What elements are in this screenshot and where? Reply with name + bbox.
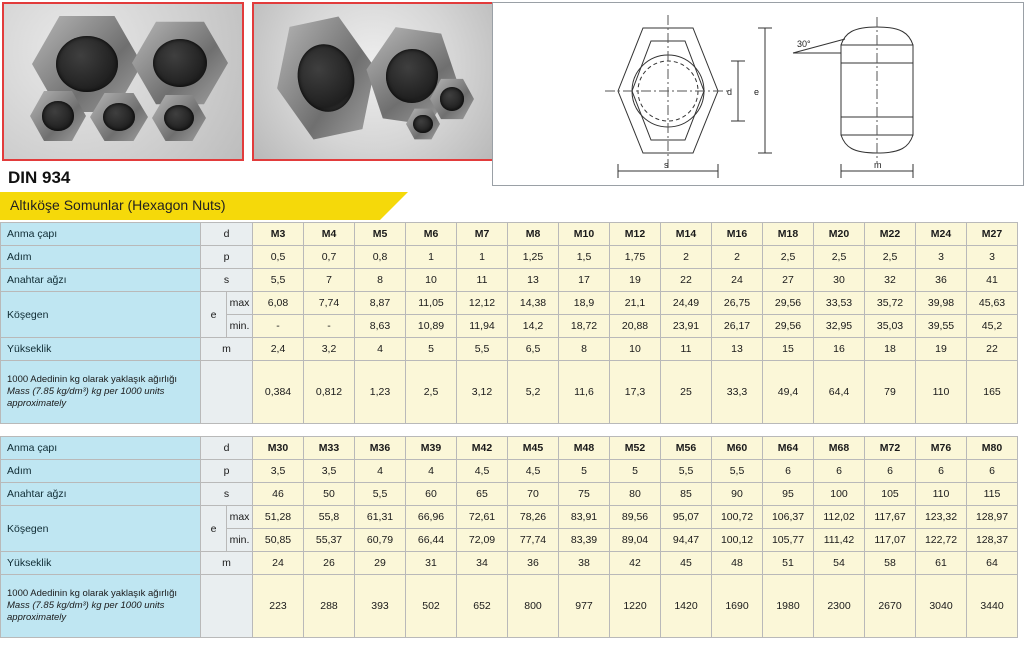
row-symbol-min: min.	[227, 315, 253, 338]
row-label-diagonal: Köşegen	[1, 292, 201, 338]
cell-diagonal-max: 89,56	[610, 506, 661, 529]
cell-mass: 2300	[814, 575, 865, 638]
cell-across-flats: 105	[865, 483, 916, 506]
cell-diagonal-max: 55,8	[304, 506, 355, 529]
image-strip	[0, 0, 1024, 200]
table-row	[1, 361, 1018, 424]
mass-label-en: Mass (7.85 kg/dm³) kg per 1000 units approximately	[7, 386, 165, 409]
cell-diagonal-min: 18,72	[559, 315, 610, 338]
row-symbol-m: m	[201, 338, 253, 361]
cell-pitch: 6	[763, 460, 814, 483]
cell-diagonal-min: 100,12	[712, 529, 763, 552]
cell-across-flats: 8	[355, 269, 406, 292]
cell-diagonal-max: 51,28	[253, 506, 304, 529]
size-header: M56	[661, 437, 712, 460]
size-header: M7	[457, 223, 508, 246]
cell-height: 38	[559, 552, 610, 575]
size-header: M5	[355, 223, 406, 246]
cell-diagonal-max: 35,72	[865, 292, 916, 315]
cell-diagonal-max: 117,67	[865, 506, 916, 529]
cell-pitch: 1	[406, 246, 457, 269]
size-header: M80	[967, 437, 1018, 460]
cell-height: 5	[406, 338, 457, 361]
row-label-pitch: Adım	[1, 460, 201, 483]
row-label-pitch: Adım	[1, 246, 201, 269]
cell-across-flats: 70	[508, 483, 559, 506]
cell-across-flats: 90	[712, 483, 763, 506]
cell-mass: 11,6	[559, 361, 610, 424]
cell-height: 45	[661, 552, 712, 575]
cell-pitch: 0,5	[253, 246, 304, 269]
cell-pitch: 2,5	[814, 246, 865, 269]
cell-diagonal-min: -	[304, 315, 355, 338]
cell-diagonal-min: 32,95	[814, 315, 865, 338]
cell-height: 29	[355, 552, 406, 575]
cell-diagonal-min: 83,39	[559, 529, 610, 552]
cell-pitch: 3,5	[304, 460, 355, 483]
row-symbol-max: max	[227, 506, 253, 529]
cell-pitch: 5	[610, 460, 661, 483]
row-symbol-e: e	[201, 292, 227, 338]
cell-across-flats: 100	[814, 483, 865, 506]
cell-pitch: 6	[814, 460, 865, 483]
table-row	[1, 246, 1018, 269]
cell-diagonal-min: 66,44	[406, 529, 457, 552]
cell-diagonal-max: 83,91	[559, 506, 610, 529]
cell-diagonal-min: 23,91	[661, 315, 712, 338]
cell-height: 10	[610, 338, 661, 361]
size-header: M22	[865, 223, 916, 246]
spec-table-metric-small	[0, 222, 1018, 424]
cell-across-flats: 50	[304, 483, 355, 506]
cell-diagonal-min: 8,63	[355, 315, 406, 338]
drawing-svg	[493, 3, 1021, 183]
size-header: M68	[814, 437, 865, 460]
row-label-mass	[1, 361, 201, 424]
size-header: M52	[610, 437, 661, 460]
cell-diagonal-max: 24,49	[661, 292, 712, 315]
row-label-nominal: Anma çapı	[1, 437, 201, 460]
cell-height: 42	[610, 552, 661, 575]
cell-across-flats: 80	[610, 483, 661, 506]
cell-mass: 393	[355, 575, 406, 638]
drawing-label-s: s	[664, 160, 669, 170]
cell-across-flats: 36	[916, 269, 967, 292]
cell-pitch: 4,5	[457, 460, 508, 483]
cell-diagonal-max: 6,08	[253, 292, 304, 315]
cell-pitch: 4	[355, 460, 406, 483]
cell-across-flats: 115	[967, 483, 1018, 506]
cell-mass: 25	[661, 361, 712, 424]
cell-mass: 1980	[763, 575, 814, 638]
cell-mass: 17,3	[610, 361, 661, 424]
cell-across-flats: 7	[304, 269, 355, 292]
size-header: M4	[304, 223, 355, 246]
size-header: M12	[610, 223, 661, 246]
cell-mass: 33,3	[712, 361, 763, 424]
cell-diagonal-min: 60,79	[355, 529, 406, 552]
cell-across-flats: 10	[406, 269, 457, 292]
cell-diagonal-max: 8,87	[355, 292, 406, 315]
cell-height: 22	[967, 338, 1018, 361]
cell-pitch: 3	[967, 246, 1018, 269]
row-label-diagonal: Köşegen	[1, 506, 201, 552]
cell-pitch: 5	[559, 460, 610, 483]
cell-diagonal-min: 55,37	[304, 529, 355, 552]
cell-mass: 3,12	[457, 361, 508, 424]
cell-diagonal-max: 106,37	[763, 506, 814, 529]
table-row	[1, 223, 1018, 246]
cell-across-flats: 5,5	[253, 269, 304, 292]
size-header: M30	[253, 437, 304, 460]
cell-across-flats: 17	[559, 269, 610, 292]
cell-across-flats: 41	[967, 269, 1018, 292]
cell-diagonal-max: 128,97	[967, 506, 1018, 529]
cell-height: 34	[457, 552, 508, 575]
cell-diagonal-min: 77,74	[508, 529, 559, 552]
cell-across-flats: 11	[457, 269, 508, 292]
cell-pitch: 4,5	[508, 460, 559, 483]
cell-pitch: 2	[661, 246, 712, 269]
cell-across-flats: 5,5	[355, 483, 406, 506]
size-header: M72	[865, 437, 916, 460]
cell-diagonal-min: 50,85	[253, 529, 304, 552]
size-header: M48	[559, 437, 610, 460]
cell-across-flats: 95	[763, 483, 814, 506]
cell-diagonal-min: 111,42	[814, 529, 865, 552]
cell-mass: 79	[865, 361, 916, 424]
size-header: M10	[559, 223, 610, 246]
row-symbol-min: min.	[227, 529, 253, 552]
table-row	[1, 338, 1018, 361]
table-row	[1, 575, 1018, 638]
row-symbol-s: s	[201, 483, 253, 506]
technical-drawing	[492, 2, 1024, 186]
cell-height: 11	[661, 338, 712, 361]
cell-height: 36	[508, 552, 559, 575]
size-header: M24	[916, 223, 967, 246]
spec-table-metric-large	[0, 436, 1018, 638]
cell-across-flats: 27	[763, 269, 814, 292]
cell-diagonal-max: 14,38	[508, 292, 559, 315]
standard-number: DIN 934	[8, 168, 71, 187]
cell-height: 48	[712, 552, 763, 575]
cell-diagonal-min: 26,17	[712, 315, 763, 338]
cell-pitch: 6	[916, 460, 967, 483]
cell-diagonal-min: 117,07	[865, 529, 916, 552]
cell-height: 26	[304, 552, 355, 575]
cell-pitch: 2,5	[865, 246, 916, 269]
cell-pitch: 2	[712, 246, 763, 269]
cell-height: 15	[763, 338, 814, 361]
size-header: M20	[814, 223, 865, 246]
hex-nuts-photo-2	[252, 2, 494, 161]
table-row	[1, 483, 1018, 506]
cell-mass: 3040	[916, 575, 967, 638]
cell-diagonal-max: 33,53	[814, 292, 865, 315]
cell-diagonal-max: 11,05	[406, 292, 457, 315]
page-title: Altıköşe Somunlar (Hexagon Nuts)	[10, 197, 226, 213]
cell-pitch: 4	[406, 460, 457, 483]
row-symbol-m: m	[201, 552, 253, 575]
cell-diagonal-min: 20,88	[610, 315, 661, 338]
cell-diagonal-min: 14,2	[508, 315, 559, 338]
table-row	[1, 437, 1018, 460]
cell-diagonal-min: 11,94	[457, 315, 508, 338]
cell-mass: 2,5	[406, 361, 457, 424]
cell-mass: 110	[916, 361, 967, 424]
row-label-across-flats: Anahtar ağzı	[1, 483, 201, 506]
row-symbol-mass	[201, 575, 253, 638]
cell-pitch: 3	[916, 246, 967, 269]
row-symbol-s: s	[201, 269, 253, 292]
row-label-height: Yükseklik	[1, 338, 201, 361]
cell-diagonal-max: 100,72	[712, 506, 763, 529]
cell-diagonal-max: 26,75	[712, 292, 763, 315]
cell-diagonal-min: 39,55	[916, 315, 967, 338]
cell-diagonal-max: 95,07	[661, 506, 712, 529]
row-symbol-e: e	[201, 506, 227, 552]
cell-diagonal-max: 12,12	[457, 292, 508, 315]
cell-across-flats: 19	[610, 269, 661, 292]
table-row	[1, 552, 1018, 575]
row-symbol-mass	[201, 361, 253, 424]
cell-pitch: 0,7	[304, 246, 355, 269]
drawing-label-d: d	[727, 87, 733, 97]
cell-across-flats: 60	[406, 483, 457, 506]
row-label-height: Yükseklik	[1, 552, 201, 575]
hex-nut-small-icon-2	[90, 92, 148, 142]
size-header: M16	[712, 223, 763, 246]
cell-across-flats: 46	[253, 483, 304, 506]
cell-pitch: 1,5	[559, 246, 610, 269]
cell-pitch: 6	[865, 460, 916, 483]
row-label-across-flats: Anahtar ağzı	[1, 269, 201, 292]
mass-label-en: Mass (7.85 kg/dm³) kg per 1000 units approximately	[7, 600, 165, 623]
cell-diagonal-max: 61,31	[355, 506, 406, 529]
size-header: M36	[355, 437, 406, 460]
cell-height: 19	[916, 338, 967, 361]
cell-mass: 652	[457, 575, 508, 638]
cell-diagonal-max: 112,02	[814, 506, 865, 529]
drawing-label-m: m	[874, 160, 882, 170]
cell-pitch: 6	[967, 460, 1018, 483]
cell-across-flats: 24	[712, 269, 763, 292]
cell-across-flats: 85	[661, 483, 712, 506]
cell-height: 16	[814, 338, 865, 361]
table-row	[1, 269, 1018, 292]
size-header: M8	[508, 223, 559, 246]
row-symbol-d: d	[201, 437, 253, 460]
cell-pitch: 1	[457, 246, 508, 269]
size-header: M6	[406, 223, 457, 246]
size-header: M39	[406, 437, 457, 460]
cell-diagonal-min: 35,03	[865, 315, 916, 338]
size-header: M42	[457, 437, 508, 460]
cell-height: 54	[814, 552, 865, 575]
drawing-label-e: e	[754, 87, 760, 97]
size-header: M14	[661, 223, 712, 246]
cell-height: 4	[355, 338, 406, 361]
cell-across-flats: 65	[457, 483, 508, 506]
row-symbol-p: p	[201, 246, 253, 269]
cell-diagonal-min: 105,77	[763, 529, 814, 552]
row-symbol-max: max	[227, 292, 253, 315]
cell-mass: 2670	[865, 575, 916, 638]
mass-label-tr: 1000 Adedinin kg olarak yaklaşık ağırlığı	[7, 374, 178, 386]
cell-height: 64	[967, 552, 1018, 575]
cell-across-flats: 75	[559, 483, 610, 506]
cell-height: 51	[763, 552, 814, 575]
cell-diagonal-max: 123,32	[916, 506, 967, 529]
cell-pitch: 2,5	[763, 246, 814, 269]
cell-diagonal-max: 7,74	[304, 292, 355, 315]
cell-diagonal-max: 21,1	[610, 292, 661, 315]
size-header: M45	[508, 437, 559, 460]
cell-across-flats: 32	[865, 269, 916, 292]
cell-height: 5,5	[457, 338, 508, 361]
table-row	[1, 506, 1018, 529]
row-symbol-p: p	[201, 460, 253, 483]
cell-mass: 3440	[967, 575, 1018, 638]
cell-height: 13	[712, 338, 763, 361]
cell-diagonal-max: 66,96	[406, 506, 457, 529]
cell-diagonal-max: 18,9	[559, 292, 610, 315]
mass-label-tr: 1000 Adedinin kg olarak yaklaşık ağırlığı	[7, 588, 178, 600]
cell-pitch: 3,5	[253, 460, 304, 483]
cell-mass: 165	[967, 361, 1018, 424]
cell-mass: 1420	[661, 575, 712, 638]
cell-height: 2,4	[253, 338, 304, 361]
cell-mass: 223	[253, 575, 304, 638]
cell-across-flats: 22	[661, 269, 712, 292]
cell-across-flats: 13	[508, 269, 559, 292]
cell-mass: 1,23	[355, 361, 406, 424]
table-row	[1, 460, 1018, 483]
hex-nut-small-icon-1	[30, 90, 86, 142]
cell-diagonal-min: 89,04	[610, 529, 661, 552]
cell-diagonal-min: 72,09	[457, 529, 508, 552]
cell-mass: 288	[304, 575, 355, 638]
cell-diagonal-min: 10,89	[406, 315, 457, 338]
cell-height: 3,2	[304, 338, 355, 361]
cell-across-flats: 110	[916, 483, 967, 506]
size-header: M3	[253, 223, 304, 246]
size-header: M33	[304, 437, 355, 460]
cell-height: 61	[916, 552, 967, 575]
cell-mass: 5,2	[508, 361, 559, 424]
cell-height: 18	[865, 338, 916, 361]
hex-nut-small-icon-3	[152, 94, 206, 142]
cell-diagonal-max: 45,63	[967, 292, 1018, 315]
drawing-label-angle: 30°	[797, 39, 811, 49]
cell-height: 24	[253, 552, 304, 575]
cell-mass: 64,4	[814, 361, 865, 424]
cell-height: 6,5	[508, 338, 559, 361]
hex-nuts-photo-1	[2, 2, 244, 161]
cell-mass: 977	[559, 575, 610, 638]
row-symbol-d: d	[201, 223, 253, 246]
size-header: M18	[763, 223, 814, 246]
size-header: M27	[967, 223, 1018, 246]
cell-mass: 800	[508, 575, 559, 638]
table-row	[1, 292, 1018, 315]
cell-mass: 0,812	[304, 361, 355, 424]
cell-diagonal-min: 45,2	[967, 315, 1018, 338]
hex-nut-tiny-icon-2	[406, 108, 440, 140]
cell-diagonal-min: -	[253, 315, 304, 338]
cell-mass: 1690	[712, 575, 763, 638]
cell-height: 31	[406, 552, 457, 575]
cell-pitch: 1,25	[508, 246, 559, 269]
row-label-mass	[1, 575, 201, 638]
size-header: M64	[763, 437, 814, 460]
cell-diagonal-min: 122,72	[916, 529, 967, 552]
cell-diagonal-max: 39,98	[916, 292, 967, 315]
cell-across-flats: 30	[814, 269, 865, 292]
size-header: M76	[916, 437, 967, 460]
cell-diagonal-max: 29,56	[763, 292, 814, 315]
cell-pitch: 1,75	[610, 246, 661, 269]
cell-height: 58	[865, 552, 916, 575]
cell-diagonal-min: 128,37	[967, 529, 1018, 552]
cell-mass: 49,4	[763, 361, 814, 424]
cell-pitch: 5,5	[712, 460, 763, 483]
cell-diagonal-max: 72,61	[457, 506, 508, 529]
cell-diagonal-max: 78,26	[508, 506, 559, 529]
cell-mass: 0,384	[253, 361, 304, 424]
size-header: M60	[712, 437, 763, 460]
cell-diagonal-min: 94,47	[661, 529, 712, 552]
cell-mass: 502	[406, 575, 457, 638]
cell-diagonal-min: 29,56	[763, 315, 814, 338]
cell-pitch: 0,8	[355, 246, 406, 269]
cell-height: 8	[559, 338, 610, 361]
cell-pitch: 5,5	[661, 460, 712, 483]
row-label-nominal: Anma çapı	[1, 223, 201, 246]
cell-mass: 1220	[610, 575, 661, 638]
